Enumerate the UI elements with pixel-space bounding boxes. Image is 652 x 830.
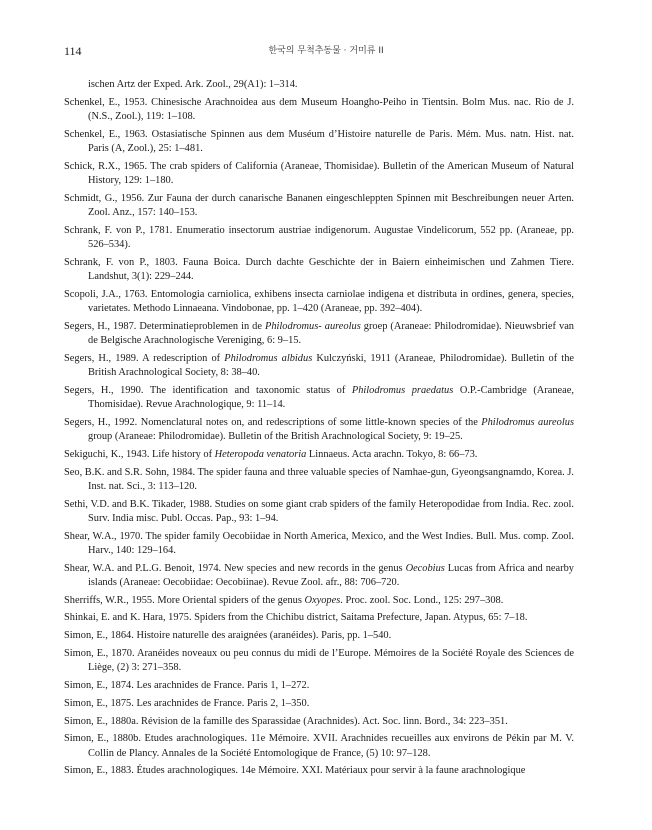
reference-entry [64, 96, 574, 124]
reference-entry [64, 352, 574, 380]
reference-entry [64, 416, 574, 444]
taxon-name: Heteropoda venatoria [214, 448, 307, 460]
reference-text: Schrank, F. von P., 1781. Enumeratio insectorum austriae indigenorum. Augustae Vindelicorum, 552 pp. (Araneae, pp. 526–534). [64, 224, 574, 250]
reference-text: Schenkel, E., 1963. Ostasiatische Spinnen aus dem Muséum d’Histoire naturelle de Paris. Mém. Mus. natn. Hist. nat. Paris (A, Zool.), 25: 1–481. [64, 128, 574, 154]
reference-text: Schmidt, G., 1956. Zur Fauna der durch canarische Bananen eingeschleppten Spinnen mit Beschreibungen neuer Arten. Zool. Anz., 157: 140–153. [64, 192, 574, 218]
reference-entry [64, 715, 574, 729]
reference-entry [64, 160, 574, 188]
reference-text: ischen Artz der Exped. Ark. Zool., 29(A1): 1–314. [88, 79, 298, 90]
reference-text: Segers, H., 1990. The identification and taxonomic status of [64, 384, 352, 396]
reference-entry [64, 320, 574, 348]
reference-entry [64, 629, 574, 643]
reference-entry-continued [64, 78, 574, 92]
reference-entry [64, 384, 574, 412]
reference-entry [64, 256, 574, 284]
reference-entry [64, 448, 574, 462]
reference-text: Sekiguchi, K., 1943. Life history of [64, 448, 215, 460]
reference-entry [64, 594, 574, 608]
reference-text: Simon, E., 1870. Aranéides noveaux ou peu connus du midi de l’Europe. Mémoires de la Société Royale des Sciences de Liège, (2) 3: 271–358. [64, 647, 574, 674]
taxon-name: Philodromus- aureolus [264, 320, 361, 332]
reference-entry [64, 192, 574, 220]
reference-entry [64, 697, 574, 711]
reference-text: Simon, E., 1883. Études arachnologiques. 14e Mémoire. XXI. Matériaux pour servir à la faune arachnologique [64, 765, 526, 777]
reference-text: Schick, R.X., 1965. The crab spiders of California (Araneae, Thomisidae). Bulletin of the American Museum of Natural History, 129: 1–180. [64, 160, 574, 186]
reference-text: Segers, H., 1989. A redescription of [64, 352, 225, 364]
taxon-name: Philodromus albidus [224, 352, 313, 364]
reference-entry [64, 466, 574, 494]
reference-text: Schrank, F. von P., 1803. Fauna Boica. Durch dachte Geschichte der in Baiern einheimischen und Zahmen Tiere. Landshut, 3(1): 229–244. [64, 256, 574, 282]
reference-entry [64, 611, 574, 625]
reference-entry [64, 288, 574, 316]
reference-text: Shear, W.A., 1970. The spider family Oecobiidae in North America, Mexico, and the West Indies. Bull. Mus. comp. Zool. Harv., 140: 129–164. [64, 530, 574, 556]
reference-text: Linnaeus. Acta arachn. Tokyo, 8: 66–73. [306, 448, 478, 460]
reference-text: Seo, B.K. and S.R. Sohn, 1984. The spider fauna and three valuable species of Namhae-gun, Gyeongsangnamdo, Korea. J. Inst. nat. Sci., 3: 113–120. [64, 466, 574, 492]
reference-text: Kulczyński, 1911 (Araneae, Philodromidae). Bulletin of the British Arachnological Society, 8: 38–40. [88, 352, 575, 378]
reference-entry [64, 764, 574, 778]
reference-text: Sherriffs, W.R., 1955. More Oriental spiders of the genus [64, 594, 305, 606]
reference-text: Simon, E., 1875. Les arachnides de France. Paris 2, 1–350. [64, 697, 310, 709]
reference-text: Shinkai, E. and K. Hara, 1975. Spiders from the Chichibu district, Saitama Prefecture, Japan. Atypus, 65: 7–18. [64, 612, 528, 624]
page-number: 114 [64, 44, 82, 58]
taxon-name: Oecobius [405, 562, 445, 574]
reference-entry [64, 498, 574, 526]
taxon-name: Oxyopes [304, 594, 341, 606]
taxon-name: Philodromus praedatus [351, 384, 454, 396]
running-title: 한국의 무척추동물 · 거미류 II [268, 46, 384, 56]
reference-text: Simon, E., 1864. Histoire naturelle des araignées (aranéides). Paris, pp. 1–540. [64, 630, 392, 642]
reference-entry [64, 679, 574, 693]
reference-text: Segers, H., 1987. Determinatieproblemen in de [64, 320, 265, 332]
page-header [64, 44, 588, 58]
reference-text: Simon, E., 1874. Les arachnides de France. Paris 1, 1–272. [64, 679, 310, 691]
reference-text: Scopoli, J.A., 1763. Entomologia carniolica, exhibens insecta carniolae indigena et distributa in ordines, genera, species, varietates. Methodo Linnaeana. Vindobonae, pp. 1–420 (Araneae, pp. 392–404). [64, 288, 574, 314]
reference-entry [64, 530, 574, 558]
reference-text: Schenkel, E., 1953. Chinesische Arachnoidea aus dem Museum Hoangho-Peiho in Tientsin. Bolm Mus. nac. Rio de J. (N.S., Zool.), 119: 1–108. [64, 96, 574, 122]
reference-text: groep (Araneae: Philodromidae). Nieuwsbrief van de Belgische Arachnologische Vereniging, 6: 9–15. [88, 320, 575, 346]
reference-entry [64, 224, 574, 252]
reference-text: group (Araneae: Philodromidae). Bulletin of the British Arachnological Society, 9: 19–25. [88, 431, 463, 442]
reference-entry [64, 732, 574, 760]
reference-text: Simon, E., 1880a. Révision de la famille des Sparassidae (Arachnides). Act. Soc. linn. Bord., 34: 223–351. [64, 715, 508, 727]
reference-text: Lucas from Africa and nearby islands (Araneae: Oecobiidae: Oecobiinae). Revue Zool. afr., 88: 706–720. [88, 562, 575, 588]
reference-entry [64, 562, 574, 590]
taxon-name: Philodromus aureolus [481, 416, 574, 428]
reference-entry [64, 647, 574, 675]
reference-text: Sethi, V.D. and B.K. Tikader, 1988. Studies on some giant crab spiders of the family Heteropodidae from India. Rec. zool. Surv. India misc. Publ. Occas. Pap., 93: 1–94. [64, 498, 574, 524]
reference-text: . Proc. zool. Soc. Lond., 125: 297–308. [340, 594, 504, 606]
reference-text: Segers, H., 1992. Nomenclatural notes on, and redescriptions of some little-known species of the [64, 416, 482, 428]
reference-text: Shear, W.A. and P.L.G. Benoit, 1974. New species and new records in the genus [64, 562, 406, 574]
reference-list [64, 78, 574, 782]
reference-entry [64, 128, 574, 156]
reference-text: Simon, E., 1880b. Etudes arachnologiques. 11e Mémoire. XVII. Arachnides recueilles aux environs de Pékin par M. V. Collin de Plancy. Annales de la Société Entomologique de France, (5) 10: 97–128. [64, 733, 574, 759]
reference-text: O.P.-Cambridge (Araneae, Thomisidae). Revue Arachnologique, 9: 11–14. [88, 384, 574, 410]
